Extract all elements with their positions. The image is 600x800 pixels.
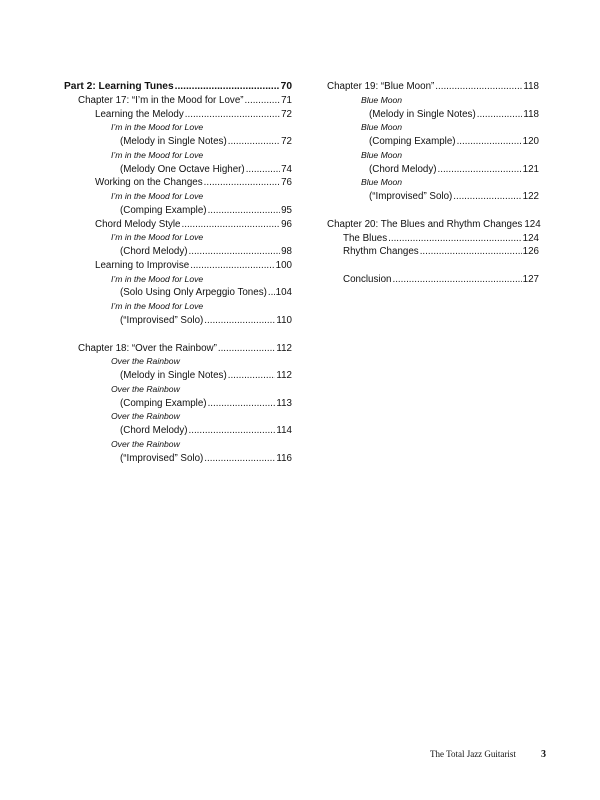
spacer bbox=[327, 204, 539, 218]
example-title: I’m in the Mood for Love bbox=[111, 232, 204, 243]
example-title: Blue Moon bbox=[361, 149, 403, 160]
spacer bbox=[64, 328, 292, 342]
toc-example[interactable] bbox=[64, 163, 292, 177]
leader-dots bbox=[208, 397, 276, 411]
toc-label: Chapter 20: The Blues and Rhythm Changes bbox=[327, 218, 523, 230]
leader-dots bbox=[175, 80, 280, 94]
toc-page: 126 bbox=[522, 246, 539, 258]
toc-chapter-18[interactable] bbox=[64, 342, 292, 356]
toc-page: 124 bbox=[524, 218, 541, 230]
toc-label: Rhythm Changes bbox=[343, 246, 419, 258]
toc-the-blues[interactable] bbox=[327, 232, 539, 246]
toc-example[interactable] bbox=[64, 424, 292, 438]
toc-learning-improvise[interactable] bbox=[64, 259, 292, 273]
toc-label: Learning the Melody bbox=[95, 108, 184, 120]
toc-page: 113 bbox=[276, 397, 292, 409]
toc-label: Conclusion bbox=[343, 274, 392, 285]
toc-page: 96 bbox=[281, 218, 292, 230]
toc-page: 118 bbox=[523, 108, 539, 120]
toc-chapter-17[interactable] bbox=[64, 94, 292, 108]
toc-page: 70 bbox=[280, 81, 292, 92]
toc-label: (Chord Melody) bbox=[120, 246, 188, 257]
example-title: I’m in the Mood for Love bbox=[111, 149, 204, 160]
toc-label: (Melody One Octave Higher) bbox=[120, 163, 245, 175]
toc-label: (Melody in Single Notes) bbox=[120, 370, 227, 381]
toc-label: Chapter 19: “Blue Moon” bbox=[327, 81, 435, 92]
leader-dots bbox=[204, 452, 275, 466]
toc-page: 72 bbox=[281, 136, 292, 147]
leader-dots bbox=[246, 163, 280, 177]
toc-example[interactable] bbox=[64, 369, 292, 383]
example-title: Over the Rainbow bbox=[111, 356, 180, 367]
toc-part-2[interactable] bbox=[64, 80, 292, 94]
toc-label: (Melody in Single Notes) bbox=[120, 136, 227, 147]
example-title: Blue Moon bbox=[361, 94, 403, 105]
toc-page: 110 bbox=[276, 314, 292, 326]
spacer bbox=[327, 259, 539, 273]
toc-page: 74 bbox=[281, 163, 292, 175]
toc-working-changes[interactable] bbox=[64, 176, 292, 190]
toc-label: (Chord Melody) bbox=[369, 163, 437, 175]
toc-label: The Blues bbox=[343, 232, 388, 244]
leader-dots bbox=[477, 108, 523, 122]
toc-page: 122 bbox=[522, 191, 539, 202]
toc-label: (Solo Using Only Arpeggio Tones) bbox=[120, 287, 267, 299]
example-title: Over the Rainbow bbox=[111, 411, 180, 422]
toc-example[interactable] bbox=[327, 135, 539, 149]
toc-page: 112 bbox=[276, 370, 292, 381]
leader-dots bbox=[392, 273, 521, 287]
toc-page: 120 bbox=[522, 136, 539, 147]
toc-learning-melody[interactable] bbox=[64, 108, 292, 122]
toc-label: (Comping Example) bbox=[120, 397, 207, 409]
example-title: I’m in the Mood for Love bbox=[111, 122, 204, 133]
toc-example[interactable] bbox=[64, 245, 292, 259]
leader-dots bbox=[420, 245, 522, 259]
leader-dots bbox=[218, 342, 276, 356]
page-footer bbox=[430, 749, 546, 759]
toc-chord-melody-style[interactable] bbox=[64, 218, 292, 232]
toc-label: Chapter 18: “Over the Rainbow” bbox=[78, 342, 217, 354]
leader-dots bbox=[185, 108, 280, 122]
toc-example[interactable] bbox=[327, 163, 539, 177]
toc-example[interactable] bbox=[64, 135, 292, 149]
leader-dots bbox=[208, 204, 281, 218]
page-number: 3 bbox=[541, 749, 546, 760]
toc-page: 116 bbox=[276, 452, 292, 464]
toc-label: (Chord Melody) bbox=[120, 425, 188, 436]
toc-label: (“Improvised” Solo) bbox=[369, 191, 453, 202]
toc-label: (Comping Example) bbox=[120, 204, 207, 216]
leader-dots bbox=[245, 94, 281, 108]
toc-page: 71 bbox=[281, 94, 292, 106]
leader-dots bbox=[457, 135, 522, 149]
example-title: Blue Moon bbox=[361, 122, 403, 133]
leader-dots bbox=[189, 424, 276, 438]
leader-dots bbox=[228, 369, 276, 383]
example-title: Over the Rainbow bbox=[111, 383, 180, 394]
book-title: The Total Jazz Guitarist bbox=[430, 749, 516, 759]
toc-page: 104 bbox=[275, 287, 292, 299]
toc-right-column bbox=[327, 80, 539, 287]
toc-label: Chapter 17: “I’m in the Mood for Love” bbox=[78, 94, 244, 106]
toc-left-column bbox=[64, 80, 292, 465]
toc-page: 124 bbox=[522, 232, 539, 244]
leader-dots bbox=[268, 286, 275, 300]
toc-page: 121 bbox=[522, 163, 539, 175]
toc-page: 112 bbox=[276, 342, 292, 354]
leader-dots bbox=[204, 176, 280, 190]
leader-dots bbox=[204, 314, 275, 328]
leader-dots bbox=[190, 259, 274, 273]
toc-label: Working on the Changes bbox=[95, 177, 203, 189]
toc-page: 118 bbox=[523, 81, 539, 92]
example-title: I’m in the Mood for Love bbox=[111, 301, 204, 311]
example-title: Blue Moon bbox=[361, 177, 403, 188]
toc-label: Learning to Improvise bbox=[95, 259, 190, 271]
toc-example[interactable] bbox=[64, 397, 292, 411]
leader-dots bbox=[189, 245, 281, 259]
leader-dots bbox=[438, 163, 522, 177]
toc-example[interactable] bbox=[64, 314, 292, 328]
toc-example[interactable] bbox=[327, 108, 539, 122]
toc-page: 76 bbox=[281, 177, 292, 189]
toc-example[interactable] bbox=[64, 204, 292, 218]
leader-dots bbox=[388, 232, 522, 246]
toc-page: 114 bbox=[276, 425, 292, 436]
toc-label: Part 2: Learning Tunes bbox=[64, 81, 174, 92]
toc-page: 127 bbox=[522, 274, 539, 285]
toc-example[interactable] bbox=[64, 452, 292, 466]
example-title: I’m in the Mood for Love bbox=[111, 273, 204, 284]
toc-page: 98 bbox=[281, 246, 292, 257]
example-title: I’m in the Mood for Love bbox=[111, 191, 204, 201]
toc-page: 100 bbox=[275, 259, 292, 271]
toc-page: 95 bbox=[281, 204, 292, 216]
toc-label: (“Improvised” Solo) bbox=[120, 452, 204, 464]
toc-page: 72 bbox=[281, 108, 292, 120]
toc-label: Chord Melody Style bbox=[95, 218, 181, 230]
toc-conclusion[interactable] bbox=[327, 273, 539, 287]
toc-chapter-19[interactable] bbox=[327, 80, 539, 94]
toc-chapter-20[interactable] bbox=[327, 218, 539, 232]
toc-label: (“Improvised” Solo) bbox=[120, 314, 204, 326]
leader-dots bbox=[182, 218, 281, 232]
leader-dots bbox=[435, 80, 522, 94]
toc-example[interactable] bbox=[64, 286, 292, 300]
toc-rhythm-changes[interactable] bbox=[327, 245, 539, 259]
leader-dots bbox=[453, 190, 521, 204]
leader-dots bbox=[228, 135, 280, 149]
toc-label: (Melody in Single Notes) bbox=[369, 108, 476, 120]
toc-label: (Comping Example) bbox=[369, 136, 456, 147]
toc-example[interactable] bbox=[327, 190, 539, 204]
example-title: Over the Rainbow bbox=[111, 438, 180, 449]
